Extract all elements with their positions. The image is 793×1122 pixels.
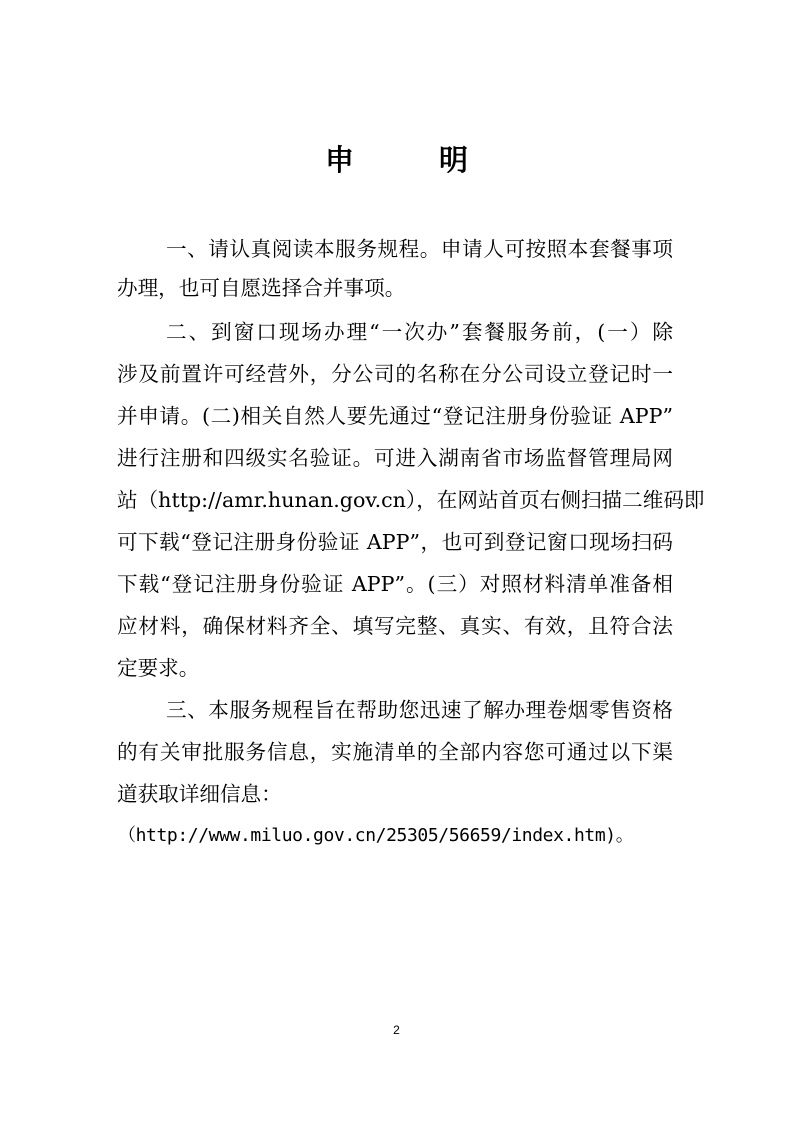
paragraph-2-line-3: 并申请。(二)相关自然人要先通过“登记注册身份验证 APP”: [117, 404, 673, 428]
paragraph-3-line-1: 三、本服务规程旨在帮助您迅速了解办理卷烟零售资格: [166, 698, 673, 722]
paragraph-3-line-3: 道获取详细信息：: [117, 782, 282, 806]
paragraph-1-line-1: 一、请认真阅读本服务规程。申请人可按照本套餐事项: [166, 237, 673, 261]
paragraph-3-url: （http://www.miluo.gov.cn/25305/56659/index.htm)。: [118, 825, 634, 846]
page-title: 申 明: [324, 143, 496, 177]
paragraph-3-line-2: 的有关审批服务信息，实施清单的全部内容您可通过以下渠: [117, 740, 673, 764]
paragraph-2-line-8: 应材料，确保材料齐全、填写完整、真实、有效，且符合法: [117, 614, 673, 638]
paragraph-2-line-7: 下载“登记注册身份验证 APP”。(三）对照材料清单准备相: [117, 572, 673, 596]
paragraph-1-line-2: 办理，也可自愿选择合并事项。: [117, 276, 406, 300]
paragraph-2-line-1: 二、到窗口现场办理“一次办”套餐服务前，(一）除: [166, 320, 673, 344]
paragraph-2-line-6: 可下载“登记注册身份验证 APP”，也可到登记窗口现场扫码: [117, 530, 673, 554]
page-number: 2: [393, 1023, 400, 1037]
paragraph-2-line-2: 涉及前置许可经营外，分公司的名称在分公司设立登记时一: [117, 362, 673, 386]
paragraph-2-line-9: 定要求。: [117, 656, 200, 680]
paragraph-2-line-5: 站（http://amr.hunan.gov.cn），在网站首页右侧扫描二维码即: [117, 488, 705, 512]
paragraph-2-line-4: 进行注册和四级实名验证。可进入湖南省市场监督管理局网: [117, 446, 673, 470]
